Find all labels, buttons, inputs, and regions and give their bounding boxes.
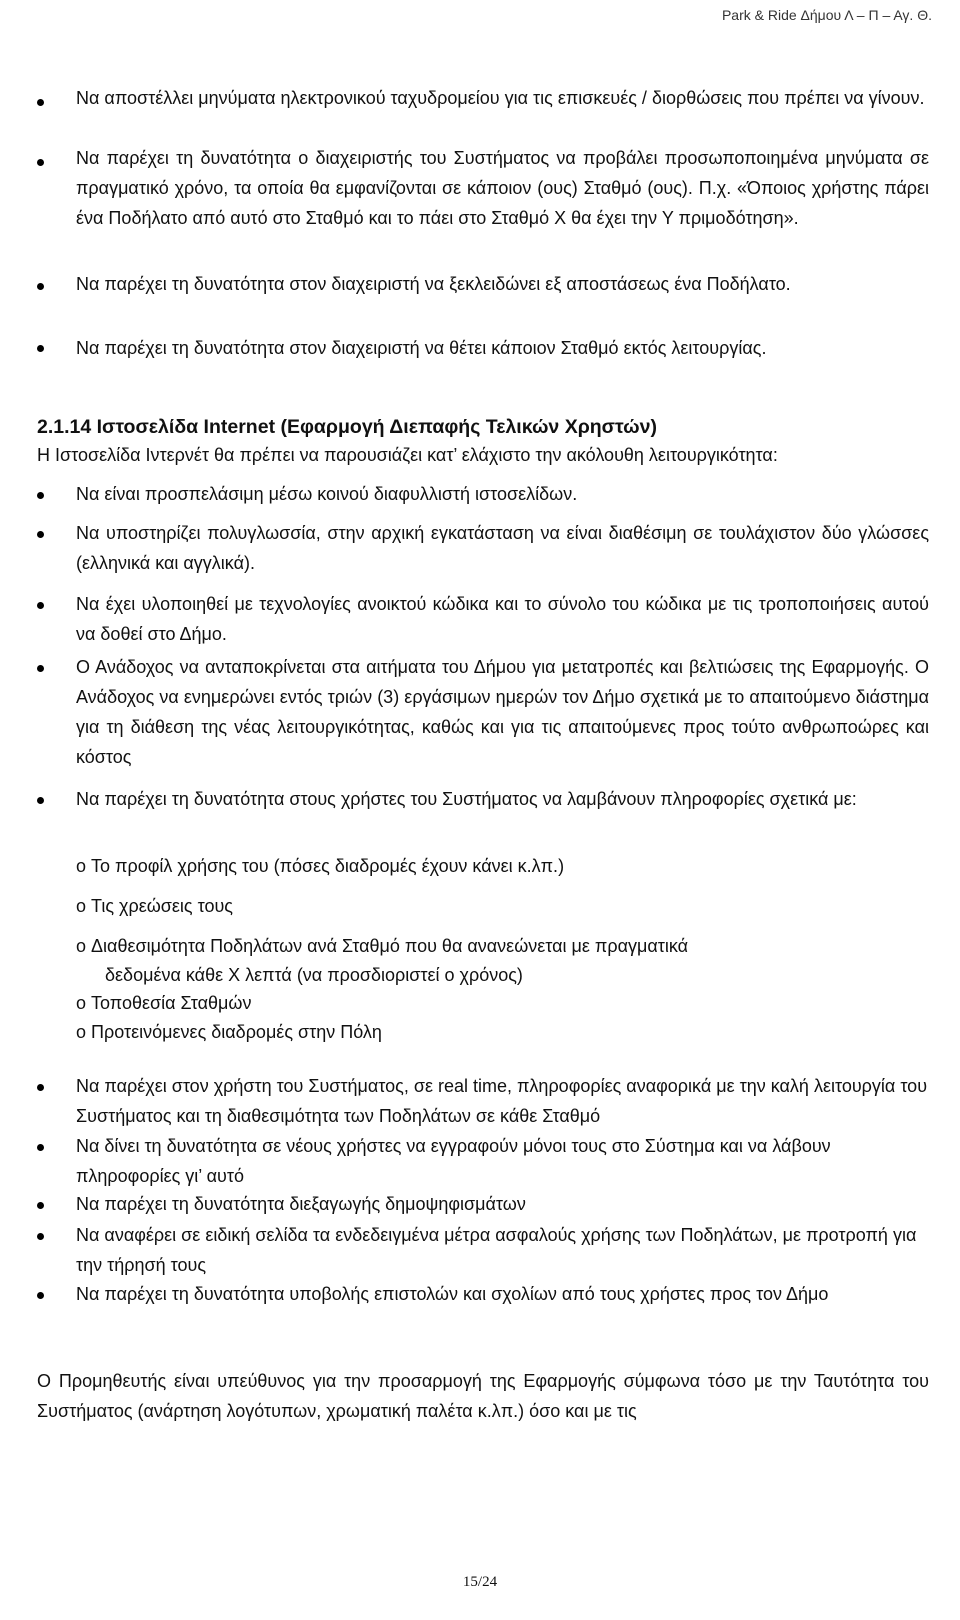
bullet-dot xyxy=(37,283,44,290)
intro-paragraph: Η Ιστοσελίδα Ιντερνέτ θα πρέπει να παρουσιάζει κατ’ ελάχιστο την ακόλουθη λειτουργικότητα: xyxy=(37,445,778,465)
bullet-dot xyxy=(37,797,44,804)
bullet-dot xyxy=(37,492,44,499)
sub-item: o Τοποθεσία Σταθμών xyxy=(76,993,252,1013)
sub-item: o Διαθεσιμότητα Ποδηλάτων ανά Σταθμό που θα ανανεώνεται με πραγματικά xyxy=(76,936,689,956)
bullet-dot xyxy=(37,159,44,166)
list-item: Να αποστέλλει μηνύματα ηλεκτρονικού ταχυδρομείου για τις επισκευές / διορθώσεις που πρέπει να γίνουν. xyxy=(76,88,925,108)
bullet-dot xyxy=(37,531,44,538)
list-item: Να αναφέρει σε ειδική σελίδα τα ενδεδειγμένα μέτρα ασφαλούς χρήσης των Ποδηλάτων, με προτροπή για την τήρησή τους xyxy=(76,1225,917,1275)
closing-paragraph: Ο Προμηθευτής είναι υπεύθυνος για την προσαρμογή της Εφαρμογής σύμφωνα τόσο με την Ταυτότητα του Συστήματος (ανάρτηση λογότυπων, χρωματική παλέτα κ.λπ.) όσο και με τις xyxy=(37,1371,929,1421)
section-heading: 2.1.14 Ιστοσελίδα Internet (Εφαρμογή Διεπαφής Τελικών Χρηστών) xyxy=(37,416,657,438)
sub-item: o Προτεινόμενες διαδρομές στην Πόλη xyxy=(76,1022,382,1042)
list-item: Να παρέχει τη δυνατότητα διεξαγωγής δημοψηφισμάτων xyxy=(76,1194,526,1214)
list-item: Ο Ανάδοχος να ανταποκρίνεται στα αιτήματα του Δήμου για μετατροπές και βελτιώσεις της Εφαρμογής. Ο Ανάδοχος να ενημερώνει εντός τριών (3) εργάσιμων ημερών τον Δήμο σχετικά με το απαιτούμενο διάστημα για τη διάθεση της νέας λειτουργικότητας, καθώς και για τις απαιτούμενες προς τούτο ανθρωποώρες και κόστος xyxy=(76,657,929,767)
bullet-dot xyxy=(37,1233,44,1240)
bullet-dot xyxy=(37,1292,44,1299)
list-item: Να παρέχει τη δυνατότητα στον διαχειριστή να ξεκλειδώνει εξ αποστάσεως ένα Ποδήλατο. xyxy=(76,274,791,294)
sub-item: o Το προφίλ χρήσης του (πόσες διαδρομές έχουν κάνει κ.λπ.) xyxy=(76,856,565,876)
bullet-dot xyxy=(37,345,44,352)
bullet-dot xyxy=(37,99,44,106)
sub-item-continuation: δεδομένα κάθε Χ λεπτά (να προσδιοριστεί ο χρόνος) xyxy=(105,965,523,985)
list-item: Να δίνει τη δυνατότητα σε νέους χρήστες να εγγραφούν μόνοι τους στο Σύστημα και να λάβουν πληροφορίες γι’ αυτό xyxy=(76,1136,831,1186)
sub-item: o Τις χρεώσεις τους xyxy=(76,896,233,916)
bullet-dot xyxy=(37,1202,44,1209)
list-item: Να παρέχει τη δυνατότητα στον διαχειριστή να θέτει κάποιον Σταθμό εκτός λειτουργίας. xyxy=(76,338,767,358)
list-item: Να έχει υλοποιηθεί με τεχνολογίες ανοικτού κώδικα και το σύνολο του κώδικα με τις τροποποιήσεις αυτού να δοθεί στο Δήμο. xyxy=(76,594,929,644)
bullet-dot xyxy=(37,602,44,609)
list-item: Να παρέχει τη δυνατότητα στους χρήστες του Συστήματος να λαμβάνουν πληροφορίες σχετικά με: xyxy=(76,789,857,809)
list-item: Να παρέχει τη δυνατότητα ο διαχειριστής του Συστήματος να προβάλει προσωποποιημένα μηνύματα σε πραγματικό χρόνο, τα οποία θα εμφανίζονται σε κάποιον (ους) Σταθμό (ους). Π.χ. «Όποιος χρήστης πάρει ένα Ποδήλατο από αυτό στο Σταθμό και το πάει στο Σταθμό Χ θα έχει την Υ πριμοδότηση». xyxy=(76,148,929,228)
list-item: Να παρέχει στον χρήστη του Συστήματος, σε real time, πληροφορίες αναφορικά με την καλή λειτουργία του Συστήματος και τη διαθεσιμότητα των Ποδηλάτων σε κάθε Σταθμό xyxy=(76,1076,928,1126)
page-header: Park & Ride Δήμου Λ – Π – Αγ. Θ. xyxy=(721,7,932,23)
bullet-dot xyxy=(37,1144,44,1151)
bullet-dot xyxy=(37,1084,44,1091)
list-item: Να παρέχει τη δυνατότητα υποβολής επιστολών και σχολίων από τους χρήστες προς τον Δήμο xyxy=(76,1284,829,1304)
bullet-dot xyxy=(37,665,44,672)
list-item: Να είναι προσπελάσιμη μέσω κοινού διαφυλλιστή ιστοσελίδων. xyxy=(76,484,578,504)
page-number: 15/24 xyxy=(462,1574,498,1590)
list-item: Να υποστηρίζει πολυγλωσσία, στην αρχική εγκατάσταση να είναι διαθέσιμη σε τουλάχιστον δύο γλώσσες (ελληνικά και αγγλικά). xyxy=(76,523,929,573)
